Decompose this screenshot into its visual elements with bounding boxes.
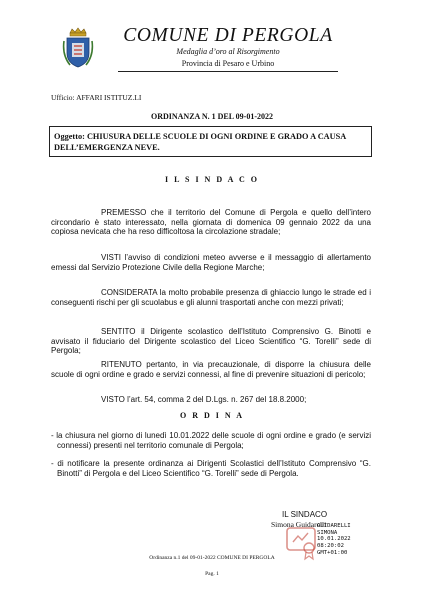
stamp-line: GMT+01:00 — [317, 549, 348, 556]
digital-signature-details — [317, 523, 377, 557]
signature-name: Simona Guidarelli — [271, 520, 327, 529]
paragraph-premesso: PREMESSO che il territorio del Comune di Pergola e quello dell’intero circondario è stato interessato, nella giornata di domenica 09 gennaio 2022 da una copiosa nevicata che ha reso difficoltosa la circolazione stradale; — [51, 208, 371, 236]
paragraph-visti: VISTI l’avviso di condizioni meteo avverse e il messaggio di allertamento emessi dal Servizio Protezione Civile della Regione Marche; — [51, 253, 371, 272]
paragraph-visto: VISTO l’art. 54, comma 2 del D.Lgs. n. 267 del 18.8.2000; — [101, 395, 307, 404]
paragraph-ritenuto: RITENUTO pertanto, in via precauzionale, di disporre la chiusura delle scuole di ogni ordine e grado e servizi connessi, al fine di prevenire situazioni di pericolo; — [51, 360, 371, 379]
order-item-notify: - di notificare la presente ordinanza ai Dirigenti Scolastici dell’Istituto Comprensivo “G. Binotti” di Pergola e del Liceo Scientifico “G. Torelli” sede di Pergola. — [51, 459, 371, 478]
page-number: Pag. 1 — [205, 571, 219, 577]
stamp-line: 10.01.2022 — [317, 536, 351, 543]
order-item-closure: - la chiusura nel giorno di lunedì 10.01.2022 delle scuole di ogni ordine e grado (e servizi connessi) presenti nel territorio comunale di Pergola; — [51, 431, 371, 450]
office-label: Ufficio: AFFARI ISTITUZ.LI — [51, 93, 142, 102]
stamp-line: SIMONA — [317, 529, 338, 536]
stamp-line: 08:20:02 — [317, 543, 344, 550]
paragraph-sentito: SENTITO il Dirigente scolastico dell’Istituto Comprensivo G. Binotti e avvisato il fiduciario del Dirigente scolastico del Liceo Scientifico “G. Torelli” sede di Pergola; — [51, 327, 371, 355]
header-divider — [118, 71, 338, 72]
coat-of-arms-crest — [62, 27, 94, 69]
mayor-heading: I L S I N D A C O — [164, 175, 260, 184]
paragraph-considerata: CONSIDERATA la molto probabile presenza di ghiaccio lungo le strade ed i conseguenti rischi per gli scuolabus e gli alunni trasportati anche con mezzi privati; — [51, 288, 371, 307]
order-heading: O R D I N A — [179, 411, 244, 420]
municipality-medal: Medaglia d’oro al Risorgimento — [176, 47, 280, 56]
subject-text: Oggetto: CHIUSURA DELLE SCUOLE DI OGNI ORDINE E GRADO A CAUSA DELL’EMERGENZA NEVE. — [54, 132, 346, 152]
page-footer: Ordinanza n.1 del 09-01-2022 COMUNE DI PERGOLA — [149, 555, 275, 561]
signature-title: IL SINDACO — [282, 510, 328, 519]
ordinance-number: ORDINANZA N. 1 DEL 09-01-2022 — [150, 112, 273, 121]
municipality-province: Provincia di Pesaro e Urbino — [181, 59, 275, 68]
stamp-line: GUIDARELLI — [317, 523, 351, 529]
municipality-title: COMUNE DI PERGOLA — [123, 25, 333, 46]
